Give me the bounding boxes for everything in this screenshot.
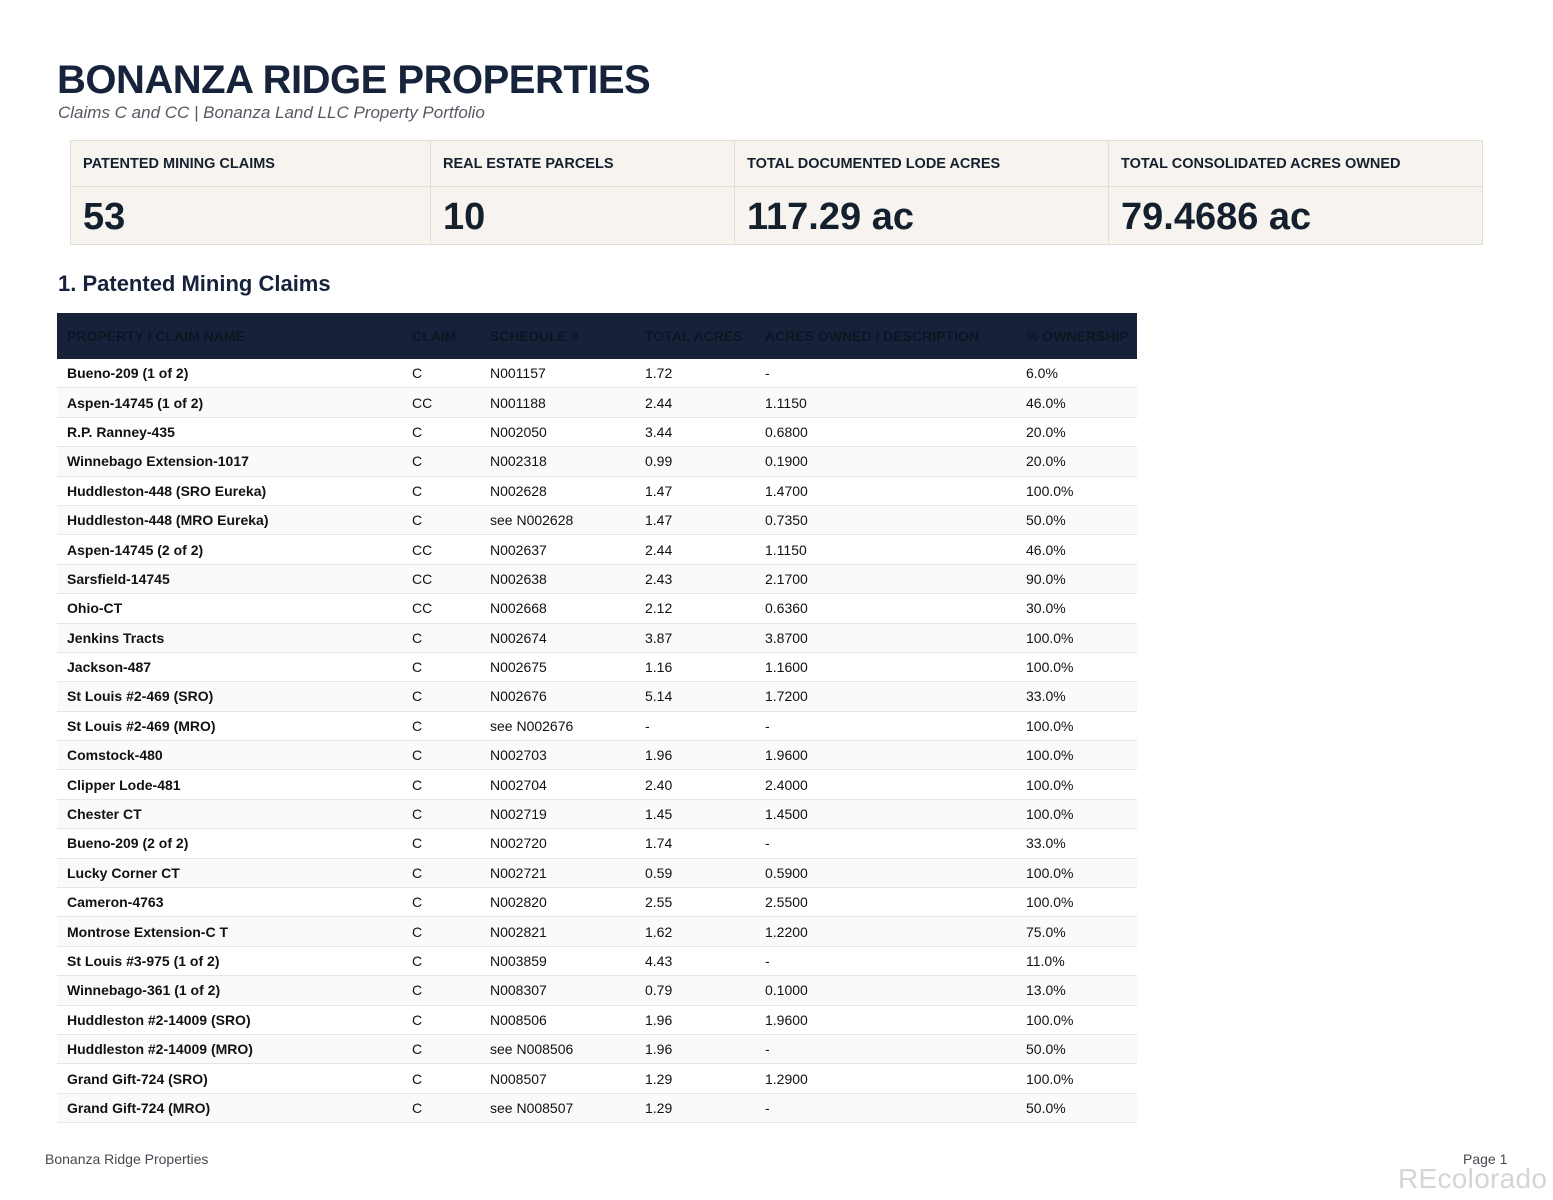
acres-owned-cell: 1.1150 bbox=[755, 388, 1016, 417]
acres-owned-cell: 1.2900 bbox=[755, 1064, 1016, 1093]
claim-type-cell: C bbox=[402, 505, 480, 534]
summary-stats bbox=[70, 140, 1483, 245]
claim-name-cell: Lucky Corner CT bbox=[57, 858, 402, 887]
page-number: Page 1 bbox=[1463, 1151, 1508, 1167]
page-subtitle: Claims C and CC | Bonanza Land LLC Property Portfolio bbox=[58, 103, 485, 122]
claim-type-cell: C bbox=[402, 917, 480, 946]
ownership-cell: 100.0% bbox=[1016, 1005, 1137, 1034]
total-acres-cell: 1.29 bbox=[635, 1064, 755, 1093]
schedule-cell: N001157 bbox=[480, 359, 635, 388]
acres-owned-cell: 1.2200 bbox=[755, 917, 1016, 946]
total-acres-cell: 2.40 bbox=[635, 770, 755, 799]
claim-type-cell: CC bbox=[402, 594, 480, 623]
table-row bbox=[57, 1034, 1137, 1063]
table-row bbox=[57, 476, 1137, 505]
claim-type-cell: C bbox=[402, 476, 480, 505]
watermark: REcolorado bbox=[1398, 1163, 1548, 1194]
claim-name-cell: Bueno-209 (2 of 2) bbox=[57, 829, 402, 858]
claim-name-cell: St Louis #2-469 (MRO) bbox=[57, 711, 402, 740]
claim-type-cell: C bbox=[402, 359, 480, 388]
ownership-cell: 30.0% bbox=[1016, 594, 1137, 623]
schedule-cell: N002703 bbox=[480, 741, 635, 770]
ownership-cell: 11.0% bbox=[1016, 946, 1137, 975]
claim-type-cell: C bbox=[402, 711, 480, 740]
acres-owned-cell: 0.5900 bbox=[755, 858, 1016, 887]
table-row bbox=[57, 799, 1137, 828]
claim-type-cell: C bbox=[402, 858, 480, 887]
claim-type-cell: C bbox=[402, 417, 480, 446]
claim-name-cell: Huddleston #2-14009 (SRO) bbox=[57, 1005, 402, 1034]
ownership-cell: 100.0% bbox=[1016, 770, 1137, 799]
claim-type-cell: C bbox=[402, 623, 480, 652]
acres-owned-cell: 2.1700 bbox=[755, 564, 1016, 593]
column-header-schedule: SCHEDULE # bbox=[490, 328, 579, 344]
claim-name-cell: Winnebago-361 (1 of 2) bbox=[57, 976, 402, 1005]
claim-name-cell: Chester CT bbox=[57, 799, 402, 828]
schedule-cell: N002628 bbox=[480, 476, 635, 505]
table-row bbox=[57, 447, 1137, 476]
claim-name-cell: R.P. Ranney-435 bbox=[57, 417, 402, 446]
total-acres-cell: 1.16 bbox=[635, 652, 755, 681]
schedule-cell: N002675 bbox=[480, 652, 635, 681]
claim-name-cell: Grand Gift-724 (SRO) bbox=[57, 1064, 402, 1093]
schedule-cell: N008307 bbox=[480, 976, 635, 1005]
claim-type-cell: C bbox=[402, 888, 480, 917]
acres-owned-cell: 0.6800 bbox=[755, 417, 1016, 446]
schedule-cell: N002318 bbox=[480, 447, 635, 476]
table-row bbox=[57, 1064, 1137, 1093]
ownership-cell: 50.0% bbox=[1016, 505, 1137, 534]
section-heading: 1. Patented Mining Claims bbox=[58, 271, 331, 296]
stat-label: TOTAL CONSOLIDATED ACRES OWNED bbox=[1109, 141, 1482, 187]
claim-name-cell: St Louis #2-469 (SRO) bbox=[57, 682, 402, 711]
claim-name-cell: Jackson-487 bbox=[57, 652, 402, 681]
table-row bbox=[57, 976, 1137, 1005]
table-row bbox=[57, 888, 1137, 917]
table-row bbox=[57, 858, 1137, 887]
total-acres-cell: 2.12 bbox=[635, 594, 755, 623]
total-acres-cell: 1.72 bbox=[635, 359, 755, 388]
stat-label: TOTAL DOCUMENTED LODE ACRES bbox=[735, 141, 1108, 187]
claim-type-cell: C bbox=[402, 946, 480, 975]
stat-real-estate-parcels bbox=[431, 141, 735, 244]
ownership-cell: 100.0% bbox=[1016, 799, 1137, 828]
claim-name-cell: Montrose Extension-C T bbox=[57, 917, 402, 946]
total-acres-cell: 1.96 bbox=[635, 1034, 755, 1063]
ownership-cell: 75.0% bbox=[1016, 917, 1137, 946]
claim-type-cell: CC bbox=[402, 388, 480, 417]
ownership-cell: 100.0% bbox=[1016, 741, 1137, 770]
acres-owned-cell: 2.5500 bbox=[755, 888, 1016, 917]
total-acres-cell: 1.96 bbox=[635, 1005, 755, 1034]
schedule-cell: N002050 bbox=[480, 417, 635, 446]
table-row bbox=[57, 388, 1137, 417]
ownership-cell: 100.0% bbox=[1016, 711, 1137, 740]
acres-owned-cell: 1.1150 bbox=[755, 535, 1016, 564]
stat-value: 53 bbox=[83, 196, 126, 238]
schedule-cell: N002638 bbox=[480, 564, 635, 593]
total-acres-cell: 0.79 bbox=[635, 976, 755, 1005]
claim-type-cell: C bbox=[402, 682, 480, 711]
total-acres-cell: 2.44 bbox=[635, 535, 755, 564]
schedule-cell: N002720 bbox=[480, 829, 635, 858]
stat-consolidated-acres bbox=[1109, 141, 1482, 244]
total-acres-cell: 1.45 bbox=[635, 799, 755, 828]
ownership-cell: 100.0% bbox=[1016, 652, 1137, 681]
claim-name-cell: Aspen-14745 (2 of 2) bbox=[57, 535, 402, 564]
acres-owned-cell: - bbox=[755, 946, 1016, 975]
column-header-claim: CLAIM bbox=[412, 328, 457, 344]
claim-name-cell: St Louis #3-975 (1 of 2) bbox=[57, 946, 402, 975]
claim-name-cell: Grand Gift-724 (MRO) bbox=[57, 1093, 402, 1122]
ownership-cell: 50.0% bbox=[1016, 1093, 1137, 1122]
acres-owned-cell: 1.4700 bbox=[755, 476, 1016, 505]
ownership-cell: 20.0% bbox=[1016, 417, 1137, 446]
table-row bbox=[57, 711, 1137, 740]
total-acres-cell: 2.43 bbox=[635, 564, 755, 593]
table-row bbox=[57, 623, 1137, 652]
table-row bbox=[57, 770, 1137, 799]
acres-owned-cell: 1.7200 bbox=[755, 682, 1016, 711]
ownership-cell: 100.0% bbox=[1016, 476, 1137, 505]
total-acres-cell: 1.47 bbox=[635, 476, 755, 505]
claim-type-cell: C bbox=[402, 799, 480, 828]
ownership-cell: 33.0% bbox=[1016, 682, 1137, 711]
claim-type-cell: C bbox=[402, 770, 480, 799]
claim-type-cell: C bbox=[402, 829, 480, 858]
total-acres-cell: 5.14 bbox=[635, 682, 755, 711]
total-acres-cell: 1.74 bbox=[635, 829, 755, 858]
ownership-cell: 13.0% bbox=[1016, 976, 1137, 1005]
table-row bbox=[57, 652, 1137, 681]
table-row bbox=[57, 564, 1137, 593]
claim-name-cell: Clipper Lode-481 bbox=[57, 770, 402, 799]
total-acres-cell: 1.47 bbox=[635, 505, 755, 534]
claim-type-cell: C bbox=[402, 447, 480, 476]
acres-owned-cell: - bbox=[755, 829, 1016, 858]
claims-table bbox=[57, 313, 1137, 1123]
acres-owned-cell: - bbox=[755, 1034, 1016, 1063]
acres-owned-cell: 1.9600 bbox=[755, 741, 1016, 770]
table-row bbox=[57, 741, 1137, 770]
ownership-cell: 20.0% bbox=[1016, 447, 1137, 476]
table-row bbox=[57, 417, 1137, 446]
claim-type-cell: C bbox=[402, 976, 480, 1005]
schedule-cell: N002637 bbox=[480, 535, 635, 564]
claim-type-cell: CC bbox=[402, 535, 480, 564]
claim-type-cell: C bbox=[402, 1005, 480, 1034]
total-acres-cell: 3.44 bbox=[635, 417, 755, 446]
table-row bbox=[57, 359, 1137, 388]
ownership-cell: 100.0% bbox=[1016, 888, 1137, 917]
claim-type-cell: C bbox=[402, 1093, 480, 1122]
total-acres-cell: 0.99 bbox=[635, 447, 755, 476]
total-acres-cell: 1.96 bbox=[635, 741, 755, 770]
claim-name-cell: Comstock-480 bbox=[57, 741, 402, 770]
schedule-cell: N008506 bbox=[480, 1005, 635, 1034]
stat-value: 117.29 ac bbox=[747, 196, 914, 238]
total-acres-cell: 3.87 bbox=[635, 623, 755, 652]
stat-patented-claims bbox=[71, 141, 431, 244]
ownership-cell: 100.0% bbox=[1016, 858, 1137, 887]
acres-owned-cell: 0.1000 bbox=[755, 976, 1016, 1005]
table-row bbox=[57, 535, 1137, 564]
total-acres-cell: 1.29 bbox=[635, 1093, 755, 1122]
table-row bbox=[57, 682, 1137, 711]
table-row bbox=[57, 505, 1137, 534]
claim-name-cell: Aspen-14745 (1 of 2) bbox=[57, 388, 402, 417]
ownership-cell: 46.0% bbox=[1016, 535, 1137, 564]
acres-owned-cell: 1.9600 bbox=[755, 1005, 1016, 1034]
schedule-cell: N002820 bbox=[480, 888, 635, 917]
table-row bbox=[57, 1005, 1137, 1034]
stat-label: REAL ESTATE PARCELS bbox=[431, 141, 734, 187]
claim-type-cell: C bbox=[402, 1064, 480, 1093]
claim-name-cell: Winnebago Extension-1017 bbox=[57, 447, 402, 476]
total-acres-cell: 2.55 bbox=[635, 888, 755, 917]
claim-type-cell: CC bbox=[402, 564, 480, 593]
total-acres-cell: 0.59 bbox=[635, 858, 755, 887]
ownership-cell: 100.0% bbox=[1016, 623, 1137, 652]
schedule-cell: N002821 bbox=[480, 917, 635, 946]
schedule-cell: N001188 bbox=[480, 388, 635, 417]
acres-owned-cell: 0.6360 bbox=[755, 594, 1016, 623]
total-acres-cell: 2.44 bbox=[635, 388, 755, 417]
ownership-cell: 100.0% bbox=[1016, 1064, 1137, 1093]
claim-name-cell: Sarsfield-14745 bbox=[57, 564, 402, 593]
table-header-row bbox=[57, 313, 1137, 359]
schedule-cell: N002676 bbox=[480, 682, 635, 711]
table-row bbox=[57, 594, 1137, 623]
ownership-cell: 6.0% bbox=[1016, 359, 1137, 388]
claim-name-cell: Bueno-209 (1 of 2) bbox=[57, 359, 402, 388]
claim-name-cell: Ohio-CT bbox=[57, 594, 402, 623]
schedule-cell: see N002628 bbox=[480, 505, 635, 534]
claim-name-cell: Huddleston-448 (SRO Eureka) bbox=[57, 476, 402, 505]
table-row bbox=[57, 1093, 1137, 1122]
table-row bbox=[57, 946, 1137, 975]
footer-title: Bonanza Ridge Properties bbox=[45, 1151, 209, 1167]
column-header-property: PROPERTY / CLAIM NAME bbox=[67, 328, 245, 344]
column-header-acres-owned: ACRES OWNED / DESCRIPTION bbox=[765, 328, 979, 344]
stat-lode-acres bbox=[735, 141, 1109, 244]
claim-type-cell: C bbox=[402, 652, 480, 681]
acres-owned-cell: 1.4500 bbox=[755, 799, 1016, 828]
total-acres-cell: - bbox=[635, 711, 755, 740]
schedule-cell: see N008506 bbox=[480, 1034, 635, 1063]
schedule-cell: N008507 bbox=[480, 1064, 635, 1093]
schedule-cell: N002704 bbox=[480, 770, 635, 799]
claim-name-cell: Cameron-4763 bbox=[57, 888, 402, 917]
ownership-cell: 90.0% bbox=[1016, 564, 1137, 593]
total-acres-cell: 4.43 bbox=[635, 946, 755, 975]
column-header-total-acres: TOTAL ACRES bbox=[645, 328, 743, 344]
column-header-ownership: % OWNERSHIP bbox=[1026, 328, 1129, 344]
claim-name-cell: Huddleston #2-14009 (MRO) bbox=[57, 1034, 402, 1063]
claim-type-cell: C bbox=[402, 741, 480, 770]
acres-owned-cell: - bbox=[755, 711, 1016, 740]
stat-value: 10 bbox=[443, 196, 486, 238]
schedule-cell: N002668 bbox=[480, 594, 635, 623]
ownership-cell: 46.0% bbox=[1016, 388, 1137, 417]
schedule-cell: N003859 bbox=[480, 946, 635, 975]
table-row bbox=[57, 917, 1137, 946]
schedule-cell: N002674 bbox=[480, 623, 635, 652]
acres-owned-cell: 3.8700 bbox=[755, 623, 1016, 652]
schedule-cell: see N002676 bbox=[480, 711, 635, 740]
claim-name-cell: Jenkins Tracts bbox=[57, 623, 402, 652]
ownership-cell: 50.0% bbox=[1016, 1034, 1137, 1063]
stat-label: PATENTED MINING CLAIMS bbox=[71, 141, 430, 187]
acres-owned-cell: 1.1600 bbox=[755, 652, 1016, 681]
table-row bbox=[57, 829, 1137, 858]
schedule-cell: N002719 bbox=[480, 799, 635, 828]
acres-owned-cell: 0.1900 bbox=[755, 447, 1016, 476]
claims-table-body bbox=[57, 359, 1137, 1123]
ownership-cell: 33.0% bbox=[1016, 829, 1137, 858]
acres-owned-cell: - bbox=[755, 359, 1016, 388]
stat-value: 79.4686 ac bbox=[1121, 196, 1312, 238]
claim-name-cell: Huddleston-448 (MRO Eureka) bbox=[57, 505, 402, 534]
page-title: BONANZA RIDGE PROPERTIES bbox=[57, 58, 651, 102]
schedule-cell: N002721 bbox=[480, 858, 635, 887]
acres-owned-cell: 2.4000 bbox=[755, 770, 1016, 799]
acres-owned-cell: - bbox=[755, 1093, 1016, 1122]
acres-owned-cell: 0.7350 bbox=[755, 505, 1016, 534]
schedule-cell: see N008507 bbox=[480, 1093, 635, 1122]
claim-type-cell: C bbox=[402, 1034, 480, 1063]
total-acres-cell: 1.62 bbox=[635, 917, 755, 946]
